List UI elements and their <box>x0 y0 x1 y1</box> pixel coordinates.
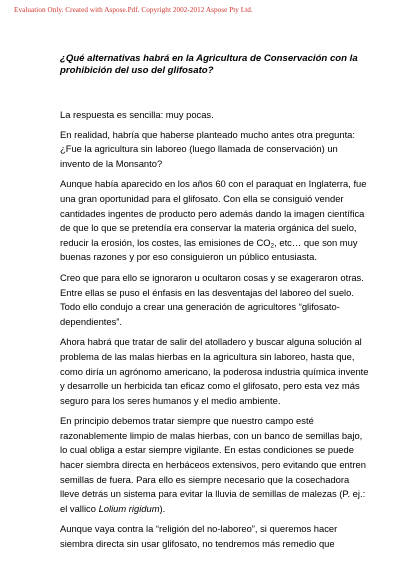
paragraph-4: Creo que para ello se ignoraron u ocultaron cosas y se exageraron otras. Entre ellas se puso el énfasis en las desventajas del laboreo del suelo. Todo ello condujo a crear una generación de agricultores “glifosato-dependientes”. <box>60 271 364 327</box>
document-body <box>60 53 370 558</box>
document-title: ¿Qué alternativas habrá en la Agricultura de Conservación con la prohibición del uso del glifosato? <box>60 53 358 76</box>
species-name: Lolium rigidum <box>98 502 160 514</box>
paragraph-3-text-b: , etc… que son muy buenas razones y por eso consiguieron un público entusiasta. <box>60 236 358 263</box>
paragraph-6 <box>60 414 370 516</box>
paragraph-7: Aunque vaya contra la “religión del no-laboreo”, si queremos hacer siembra directa sin usar glifosato, no tendremos más remedio que <box>60 523 338 550</box>
paragraph-2: En realidad, habría que haberse planteado mucho antes otra pregunta: ¿Fue la agricultura sin laboreo (luego llamada de conservación) un invento de la Monsanto? <box>60 128 356 169</box>
co2-subscript: 2 <box>270 242 275 250</box>
paragraph-6-text-b: ). <box>159 502 166 514</box>
paragraph-6-text-a: En principio debemos tratar siempre que nuestro campo esté razonablemente limpio de malas hierbas, con un banco de semillas bajo, lo cual obliga a estar siempre vigilante. En estas condiciones se puede hacer siembra directa en herbáceos extensivos, pero evitando que entren semillas de fuera. Para ello es siempre necesario que la cosechadora lleve detrás un sistema para evitar la lluvia de semillas de malezas (P. ej.: el vallico <box>60 415 366 514</box>
paragraph-5: Ahora habrá que tratar de salir del atolladero y buscar alguna solución al problema de las malas hierbas en la agricultura sin laboreo, hasta que, como diría un agrónomo americano, la poderosa industria química invente y desarrolle un herbicida tan eficaz como el glifosato, pero esta vez más seguro para los seres humanos y el medio ambiente. <box>60 336 369 406</box>
evaluation-watermark: Evaluation Only. Created with Aspose.Pdf. Copyright 2002-2012 Aspose Pty Ltd. <box>14 6 253 14</box>
paragraph-1: La respuesta es sencilla: muy pocas. <box>60 109 214 120</box>
paragraph-3-text-a: Aunque había aparecido en los años 60 con el paraquat en Inglaterra, fue una gran oportunidad para el glifosato. Con ella se consiguió vender cantidades ingentes de producto pero además dando la imagen científica de que lo que se pretendía era conservar la materia orgánica del suelo, reducir la erosión, los costes, las emisiones de CO <box>60 178 367 248</box>
paragraph-3 <box>60 177 370 265</box>
